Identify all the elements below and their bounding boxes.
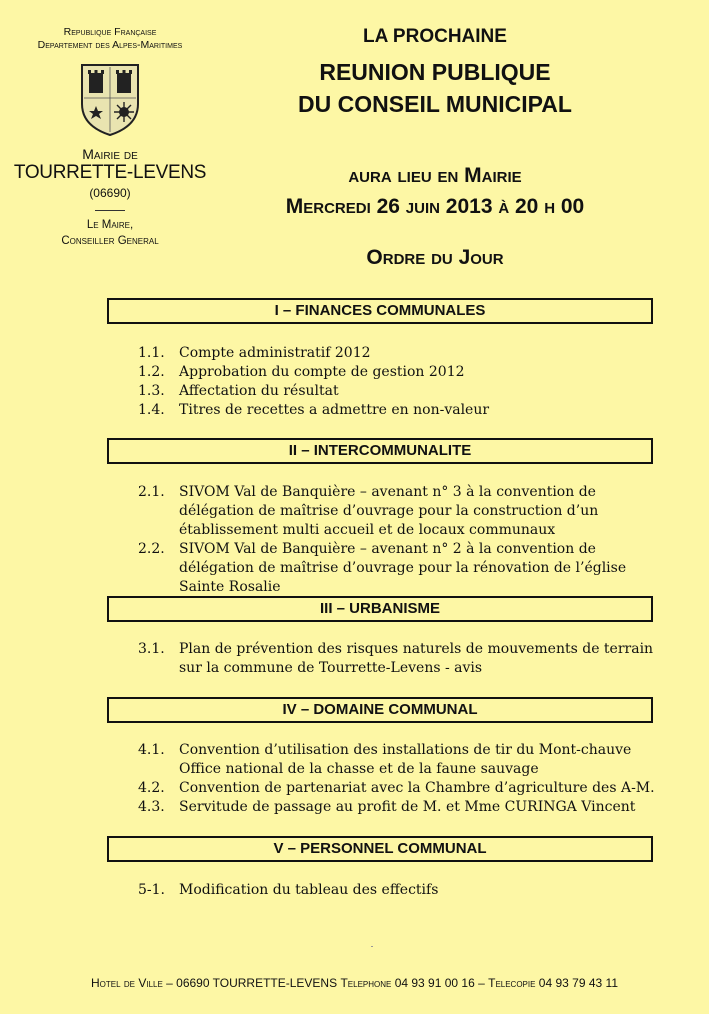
section-title-domaine: IV – DOMAINE COMMUNAL [107,697,653,723]
coat-of-arms-icon [79,62,141,138]
item-number: 1.2. [138,364,165,380]
section-title-urbanisme: III – URBANISME [107,596,653,622]
item-text: Approbation du compte de gestion 2012 [179,364,465,380]
letterhead [0,26,220,249]
section-title-finances: I – FINANCES COMMUNALES [107,298,653,324]
item-number: 1.3. [138,383,165,399]
item-number: 5-1. [138,882,165,898]
footer [0,976,709,990]
item-number: 1.4. [138,402,165,418]
mayor-title: Conseiller General [61,235,159,247]
item-text: Compte administratif 2012 [179,345,371,361]
item-number: 2.2. [138,541,165,557]
footer-tel-label: Telephone [340,976,392,990]
item-text: Affectation du résultat [179,383,339,399]
title-main [230,56,640,120]
list-item [138,363,658,382]
meeting-info [230,160,640,222]
footer-fax-label: Telecopie [488,976,536,990]
list-item [138,640,658,678]
item-text: Plan de prévention des risques naturels de mouvements de terrain sur la commune de Tourrette-Levens - avis [179,641,654,676]
meeting-date: Mercredi 26 juin 2013 à 20 h 00 [285,195,585,218]
item-number: 3.1. [138,641,165,657]
list-item [138,798,658,817]
meeting-location: aura lieu en Mairie [348,164,522,187]
item-number: 4.1. [138,742,165,758]
item-number: 2.1. [138,484,165,500]
section-items-intercommunalite [138,483,658,597]
list-item [138,401,658,420]
footer-address: – 06690 TOURRETTE-LEVENS [162,976,341,990]
item-number: 1.1. [138,345,165,361]
mayor-label: Le Maire, [86,219,134,231]
list-item [138,344,658,363]
item-text: SIVOM Val de Banquière – avenant n° 2 à la convention de délégation de maîtrise d’ouvrage pour la rénovation de l’église Sainte Rosalie [179,541,627,595]
list-item [138,881,658,900]
divider [95,210,125,211]
section-items-finances [138,344,658,420]
title-line-3: DU CONSEIL MUNICIPAL [298,91,572,117]
section-items-domaine [138,741,658,817]
section-items-personnel [138,881,658,900]
section-items-urbanisme [138,640,658,678]
item-number: 4.2. [138,780,165,796]
list-item [138,741,658,779]
item-text: Servitude de passage au profit de M. et Mme CURINGA Vincent [179,799,636,815]
section-title-personnel: V – PERSONNEL COMMUNAL [107,836,653,862]
department-label: Departement des Alpes-Maritimes [37,39,183,51]
republic-label: Republique Française [63,26,157,38]
footer-hotel: Hotel de Ville [91,976,163,990]
section-title-intercommunalite: II – INTERCOMMUNALITE [107,438,653,464]
title-line-1: LA PROCHAINE [363,26,507,47]
postcode: (06690) [89,186,131,200]
item-text: Titres de recettes a admettre en non-valeur [179,402,490,418]
mairie-label: Mairie de [82,146,138,162]
footer-tel: 04 93 91 00 16 – [391,976,489,990]
speck [371,946,373,947]
item-text: SIVOM Val de Banquière – avenant n° 3 à la convention de délégation de maîtrise d’ouvrage pour la construction d’un établissement multi accueil et de locaux communaux [179,484,599,538]
list-item [138,483,658,540]
item-number: 4.3. [138,799,165,815]
item-text: Convention de partenariat avec la Chambre d’agriculture des A-M. [179,780,655,796]
agenda-heading: Ordre du Jour [366,246,504,269]
title-line-2: REUNION PUBLIQUE [319,59,551,85]
town-name: TOURRETTE-LEVENS [13,162,207,183]
list-item [138,382,658,401]
item-text: Modification du tableau des effectifs [179,882,439,898]
list-item [138,779,658,798]
list-item [138,540,658,597]
item-text: Convention d’utilisation des installations de tir du Mont-chauve Office national de la chasse et de la faune sauvage [179,742,632,777]
footer-fax: 04 93 79 43 11 [535,976,618,990]
